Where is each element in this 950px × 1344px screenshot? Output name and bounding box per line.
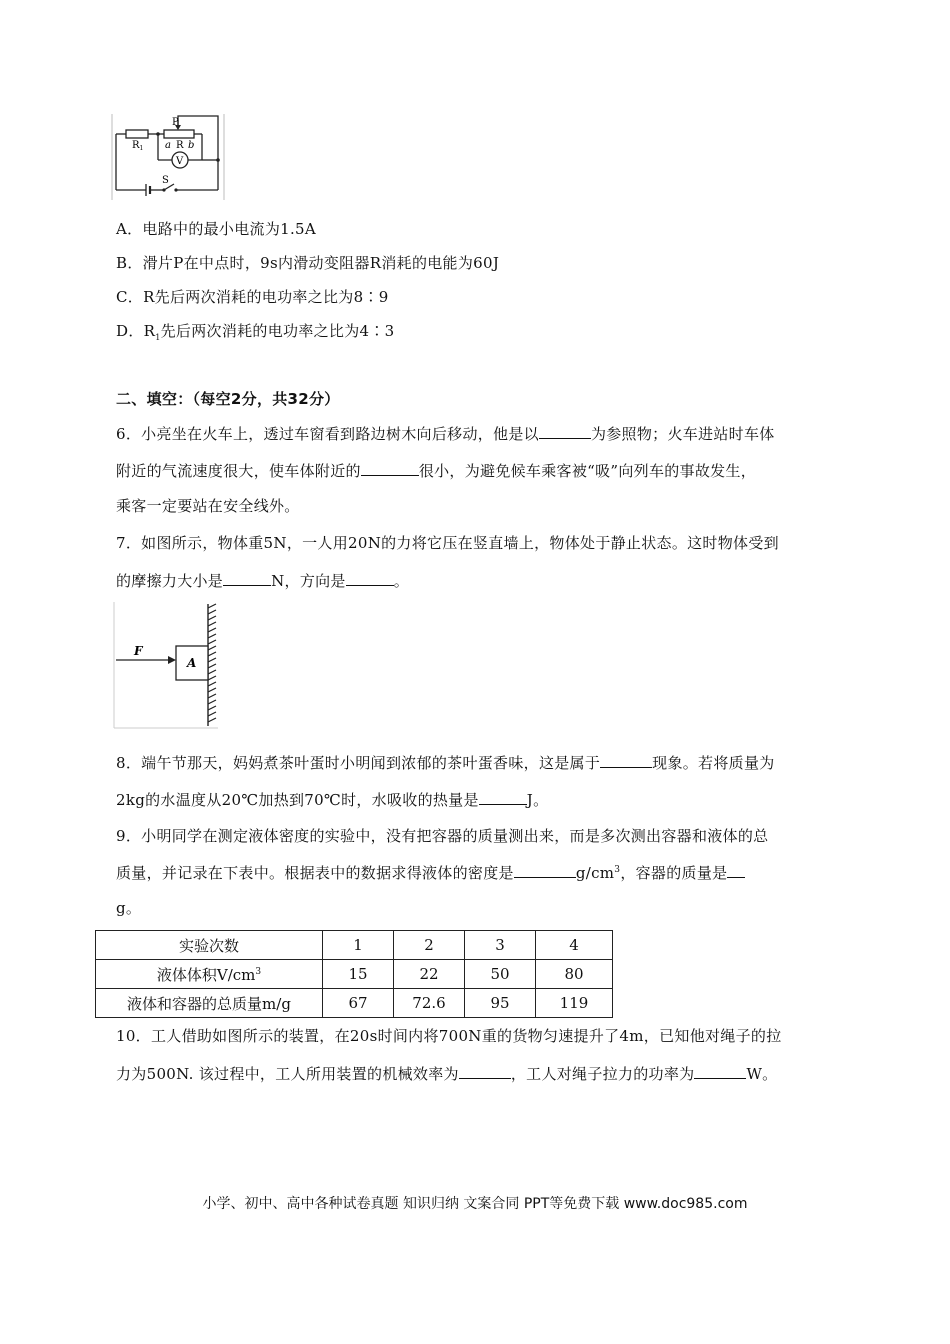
q6-blank2[interactable]: [361, 460, 419, 476]
q6-line3: 乘客一定要站在安全线外。: [116, 497, 300, 515]
q10-blank2[interactable]: [694, 1063, 746, 1079]
table-header-cell: 实验次数: [96, 931, 323, 960]
circuit-label-a: a: [165, 140, 171, 151]
q9-blank1[interactable]: [514, 862, 576, 878]
table-cell: 80: [536, 960, 613, 989]
q9-line3: g。: [116, 899, 142, 917]
option-a: A．电路中的最小电流为1.5A: [116, 220, 317, 238]
table-cell: 50: [465, 960, 536, 989]
table-cell: 95: [465, 989, 536, 1018]
q8-blank1[interactable]: [600, 752, 652, 768]
circuit-label-p: P: [172, 117, 179, 128]
q10-line1: 10．工人借助如图所示的装置，在20s时间内将700N重的货物匀速提升了4m，已知他对绳子的拉: [116, 1027, 782, 1045]
section-heading: 二、填空：（每空2分，共32分）: [116, 390, 340, 408]
circuit-diagram: [110, 112, 226, 202]
circuit-label-r1: $R_1$: [132, 140, 144, 152]
table-cell: 72.6: [394, 989, 465, 1018]
force-label-f: F: [134, 644, 143, 658]
table-header-cell: 2: [394, 931, 465, 960]
circuit-label-s: S: [162, 175, 169, 186]
table-header-cell: 3: [465, 931, 536, 960]
table-row: [96, 989, 613, 1018]
wall-hatching: [208, 604, 216, 722]
q9-line2: 质量，并记录在下表中。根据表中的数据求得液体的密度是 $g/cm^3$，容器的质量是: [116, 862, 745, 883]
table-cell: 22: [394, 960, 465, 989]
option-d: D．$R_1$先后两次消耗的电功率之比为4∶3: [116, 322, 395, 342]
table-row-label: 液体和容器的总质量m/g: [96, 989, 323, 1018]
block-label-a: A: [187, 656, 197, 670]
page-footer: 小学、初中、高中各种试卷真题 知识归纳 文案合同 PPT等免费下载 www.doc985.com: [202, 1196, 748, 1212]
q7-blank1[interactable]: [223, 570, 271, 586]
circuit-label-b: b: [188, 140, 195, 151]
q9-blank2[interactable]: [727, 862, 745, 878]
q6-line2: 附近的气流速度很大，使车体附近的 很小，为避免候车乘客被“吸”向列车的事故发生，: [116, 462, 757, 480]
table-row-label: 液体体积$V/cm^3$: [96, 960, 323, 989]
q8-blank2[interactable]: [479, 789, 527, 805]
table-row: [96, 960, 613, 989]
option-b: B．滑片P在中点时，9s内滑动变阻器R消耗的电能为60J: [116, 254, 500, 272]
q7-line2: 的摩擦力大小是 N，方向是 。: [116, 572, 410, 590]
q8-line2: 2kg的水温度从20℃加热到70℃时，水吸收的热量是 J。: [116, 791, 549, 809]
option-c: C．R先后两次消耗的电功率之比为8∶9: [116, 288, 389, 306]
q10-line2: 力为500N. 该过程中，工人所用装置的机械效率为 ，工人对绳子拉力的功率为 W。: [116, 1065, 778, 1083]
table-row: [96, 931, 613, 960]
q10-blank1[interactable]: [459, 1063, 511, 1079]
q6-line1: 6．小亮坐在火车上，透过车窗看到路边树木向后移动，他是以 为参照物；火车进站时车体: [116, 425, 775, 443]
data-table: [95, 930, 613, 1018]
q8-line1: 8．端午节那天，妈妈煮茶叶蛋时小明闻到浓郁的茶叶蛋香味，这是属于 现象。若将质量为: [116, 754, 775, 772]
circuit-label-v: V: [176, 156, 184, 167]
force-diagram: [112, 600, 220, 730]
table-cell: 119: [536, 989, 613, 1018]
q6-blank1[interactable]: [539, 423, 591, 439]
table-header-cell: 4: [536, 931, 613, 960]
table-cell: 67: [323, 989, 394, 1018]
q7-line1: 7．如图所示，物体重5N，一人用20N的力将它压在竖直墙上，物体处于静止状态。这时物体受到: [116, 534, 779, 552]
table-cell: 15: [323, 960, 394, 989]
table-header-cell: 1: [323, 931, 394, 960]
circuit-label-r: R: [176, 140, 184, 151]
q9-line1: 9．小明同学在测定液体密度的实验中，没有把容器的质量测出来，而是多次测出容器和液体的总: [116, 827, 769, 845]
q7-blank2[interactable]: [346, 570, 394, 586]
